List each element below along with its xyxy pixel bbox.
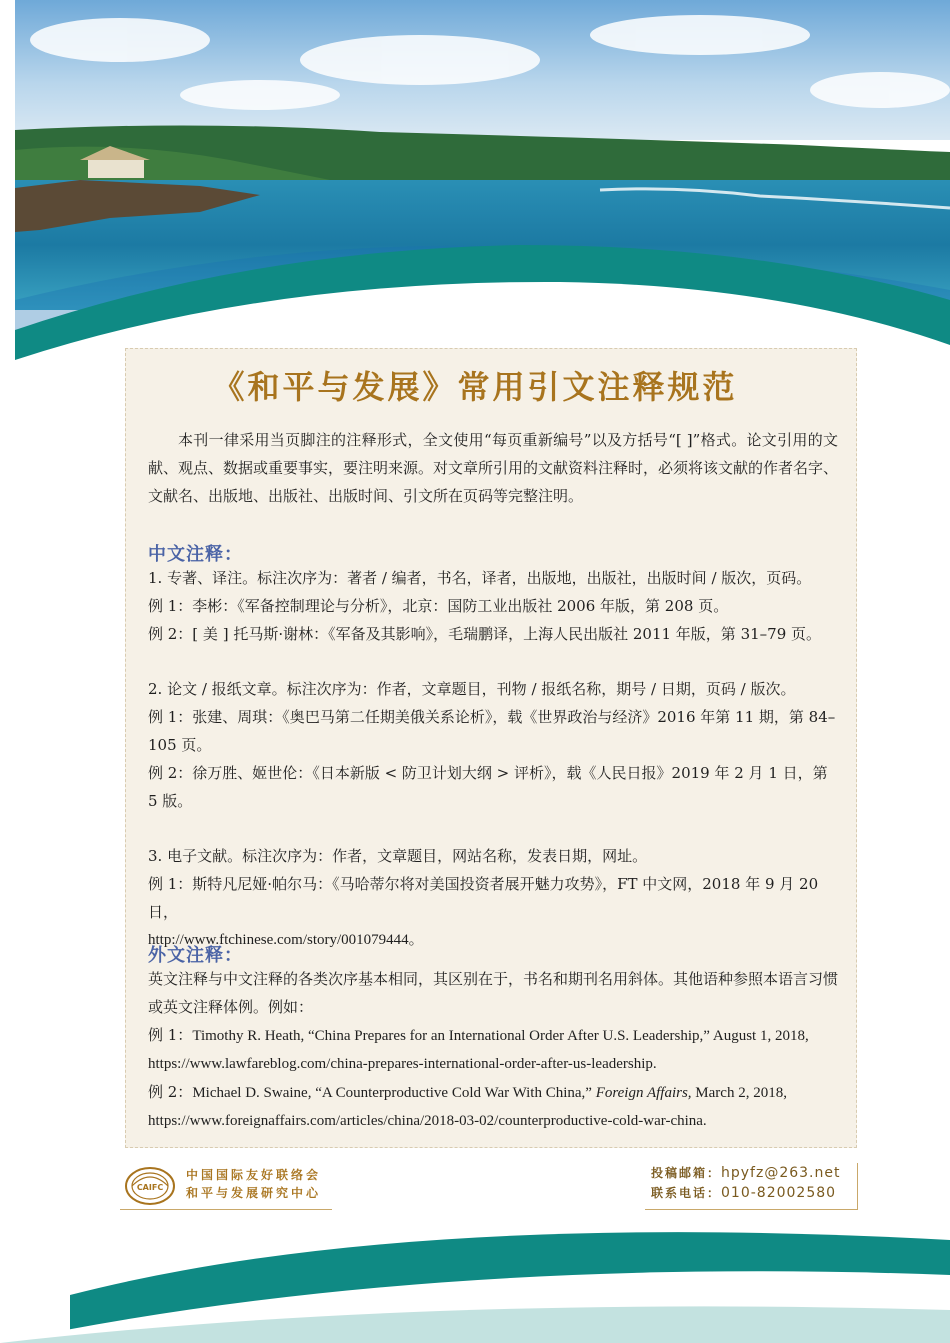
- foreign-example-1-label: 例 1：: [148, 1026, 193, 1044]
- article-example-2: 例 2：徐万胜、姬世伦：《日本新版 < 防卫计划大纲 > 评析》，载《人民日报》2019 年 2 月 1 日，第 5 版。: [148, 764, 828, 810]
- electronic-example-1-url: http://www.ftchinese.com/story/001079444。: [148, 932, 424, 948]
- foreign-example-2: [148, 1078, 838, 1107]
- electronic-rule-block: [148, 842, 838, 954]
- chinese-notes-heading: 中文注释：: [148, 544, 243, 565]
- foreign-notes-heading: 外文注释：: [148, 945, 243, 966]
- org-name-line-1: 中国国际友好联络会: [186, 1168, 322, 1182]
- page-title: 《和平与发展》常用引文注释规范: [212, 368, 738, 406]
- article-rule-block: [148, 675, 838, 815]
- foreign-example-1-text: Timothy R. Heath, “China Prepares for an International Order After U.S. Leadership,” August 1, 2018,: [192, 1028, 809, 1044]
- article-rule: 2. 论文 / 报纸文章。标注次序为：作者，文章题目，刊物 / 报纸名称，期号 / 日期，页码 / 版次。: [148, 680, 796, 698]
- monograph-rule-block: [148, 564, 838, 648]
- email-address[interactable]: hpyfz@263.net: [721, 1165, 841, 1181]
- foreign-example-2-journal: Foreign Affairs,: [595, 1085, 692, 1101]
- foreign-notes-block: [148, 965, 838, 1135]
- foreign-example-2-text-a: Michael D. Swaine, “A Counterproductive Cold War With China,”: [192, 1085, 596, 1101]
- phone-contact: [651, 1184, 836, 1201]
- electronic-example-1: 例 1：斯特凡尼娅·帕尔马：《马哈蒂尔将对美国投资者展开魅力攻势》，FT 中文网，2018 年 9 月 20 日，: [148, 875, 819, 921]
- phone-label: 联系电话：: [651, 1186, 722, 1200]
- monograph-example-2: 例 2：[ 美 ] 托马斯·谢林：《军备及其影响》，毛瑞鹏译，上海人民出版社 2011 年版，第 31–79 页。: [148, 625, 822, 643]
- email-contact: [651, 1164, 841, 1181]
- phone-number: 010-82002580: [721, 1185, 837, 1201]
- intro-paragraph: 本刊一律采用当页脚注的注释形式，全文使用“每页重新编号”以及方括号“[ ]”格式。论文引用的文献、观点、数据或重要事实，要注明来源。对文章所引用的文献资料注释时，必须将该文献的作者名字、文献名、出版地、出版社、出版时间、引文所在页码等完整注明。: [148, 431, 839, 505]
- bottom-wave-decoration: [0, 1200, 950, 1343]
- foreign-example-2-text-b: March 2, 2018,: [691, 1085, 787, 1101]
- monograph-rule: 1. 专著、译注。标注次序为：著者 / 编者，书名，译者，出版地，出版社，出版时间 / 版次，页码。: [148, 569, 812, 587]
- foreign-example-1-url: https://www.lawfareblog.com/china-prepares-international-order-after-us-leadership.: [148, 1056, 657, 1072]
- foreign-notes-rule: 英文注释与中文注释的各类次序基本相同，其区别在于，书名和期刊名用斜体。其他语种参照本语言习惯或英文注释体例。例如：: [148, 970, 839, 1016]
- article-example-1: 例 1：张建、周琪：《奥巴马第二任期美俄关系论析》，载《世界政治与经济》2016 年第 11 期，第 84–105 页。: [148, 708, 836, 754]
- monograph-example-1: 例 1：李彬：《军备控制理论与分析》，北京：国防工业出版社 2006 年版，第 208 页。: [148, 597, 729, 615]
- electronic-rule: 3. 电子文献。标注次序为：作者，文章题目，网站名称，发表日期，网址。: [148, 847, 648, 865]
- foreign-example-2-url: https://www.foreignaffairs.com/articles/china/2018-03-02/counterproductive-cold-war-china.: [148, 1113, 707, 1129]
- email-label: 投稿邮箱：: [651, 1166, 722, 1180]
- foreign-example-2-label: 例 2：: [148, 1083, 193, 1101]
- org-name-line-2: 和平与发展研究中心: [186, 1186, 322, 1200]
- caifc-logo-icon: [124, 1166, 176, 1206]
- foreign-example-1: [148, 1021, 838, 1050]
- logo-text: CAIFC: [136, 1183, 164, 1192]
